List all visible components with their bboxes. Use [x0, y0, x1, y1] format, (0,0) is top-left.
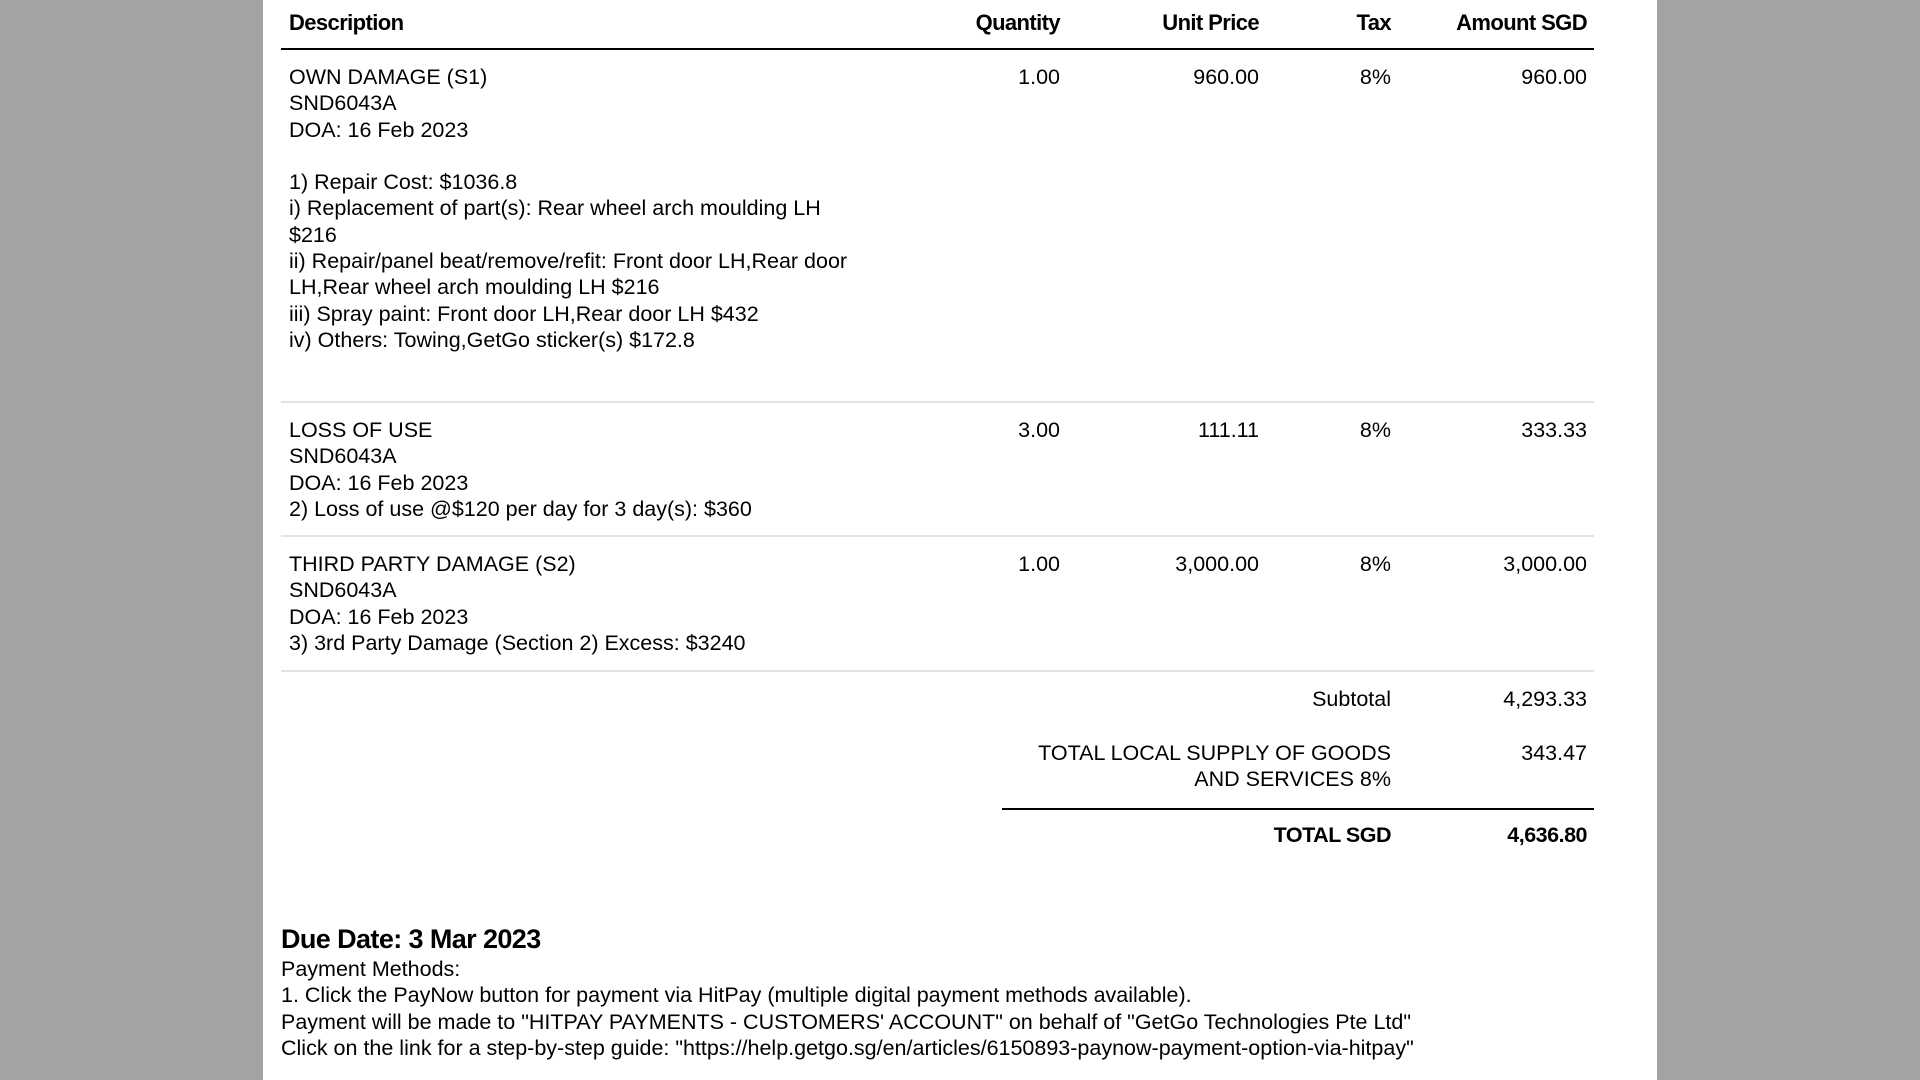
row-tax: 8% [1359, 65, 1391, 89]
description-line: SND6043A [289, 578, 397, 603]
row-unit-price: 3,000.00 [1175, 552, 1259, 576]
description-line: ii) Repair/panel beat/remove/refit: Front door LH,Rear door [289, 249, 848, 274]
row-quantity: 1.00 [1018, 552, 1060, 576]
row-tax: 8% [1359, 418, 1391, 442]
gst-value: 343.47 [1521, 741, 1587, 765]
total-divider [1002, 808, 1594, 810]
header-unit-price: Unit Price [1162, 10, 1259, 35]
description-line: iii) Spray paint: Front door LH,Rear door LH $432 [289, 301, 759, 326]
description-line: i) Replacement of part(s): Rear wheel arch moulding LH [289, 196, 821, 221]
description-line: $216 [289, 222, 337, 247]
table-header [281, 0, 1594, 50]
invoice-table [281, 0, 1594, 847]
row-amount: 3,000.00 [1503, 552, 1587, 576]
description-line: THIRD PARTY DAMAGE (S2) [289, 552, 576, 576]
subtotal-value: 4,293.33 [1503, 687, 1587, 711]
invoice-page [263, 0, 1657, 1080]
description-line: iv) Others: Towing,GetGo sticker(s) $172.8 [289, 327, 695, 352]
description-line: 2) Loss of use @$120 per day for 3 day(s): $360 [289, 496, 752, 521]
payment-line-2: Payment will be made to "HITPAY PAYMENTS - CUSTOMERS' ACCOUNT" on behalf of "GetGo Technologies Pte Ltd" [281, 1009, 1411, 1034]
row-quantity: 1.00 [1018, 65, 1060, 89]
total-value: 4,636.80 [1507, 823, 1587, 847]
row-quantity: 3.00 [1018, 418, 1060, 442]
description-line: DOA: 16 Feb 2023 [289, 470, 469, 495]
payment-info [281, 922, 1414, 1061]
description-line: OWN DAMAGE (S1) [289, 65, 488, 89]
row-description [289, 64, 889, 353]
row-unit-price: 960.00 [1193, 65, 1259, 89]
header-quantity: Quantity [975, 10, 1060, 35]
row-description [289, 551, 889, 656]
description-line: 1) Repair Cost: $1036.8 [289, 170, 518, 195]
description-line: SND6043A [289, 91, 397, 116]
row-unit-price: 111.11 [1198, 418, 1259, 442]
row-amount: 333.33 [1521, 418, 1587, 442]
row-amount: 960.00 [1521, 65, 1587, 89]
total-label: TOTAL SGD [1273, 823, 1391, 847]
table-row [281, 537, 1594, 672]
row-tax: 8% [1359, 552, 1391, 576]
description-line: LOSS OF USE [289, 418, 433, 442]
description-line: SND6043A [289, 444, 397, 469]
gst-label-line2: AND SERVICES 8% [1194, 767, 1391, 791]
table-row [281, 403, 1594, 537]
table-row [281, 50, 1594, 403]
gst-label-line1: TOTAL LOCAL SUPPLY OF GOODS [1038, 741, 1391, 765]
description-line: DOA: 16 Feb 2023 [289, 604, 469, 629]
description-line: 3) 3rd Party Damage (Section 2) Excess: $3240 [289, 630, 746, 655]
row-description [289, 417, 889, 522]
payment-line-1: 1. Click the PayNow button for payment via HitPay (multiple digital payment methods available). [281, 983, 1192, 1008]
description-line: DOA: 16 Feb 2023 [289, 117, 469, 142]
due-date: Due Date: 3 Mar 2023 [281, 924, 541, 954]
description-blank-line [289, 143, 889, 169]
description-line: LH,Rear wheel arch moulding LH $216 [289, 275, 660, 300]
header-description: Description [289, 10, 404, 35]
header-amount: Amount SGD [1456, 10, 1587, 35]
payment-methods-title: Payment Methods: [281, 957, 461, 981]
payment-guide-link[interactable]: Click on the link for a step-by-step guide: "https://help.getgo.sg/en/articles/6150893-paynow-payment-option-via-hitpay" [281, 1035, 1414, 1060]
header-tax: Tax [1356, 10, 1391, 35]
subtotal-label: Subtotal [1312, 687, 1391, 711]
